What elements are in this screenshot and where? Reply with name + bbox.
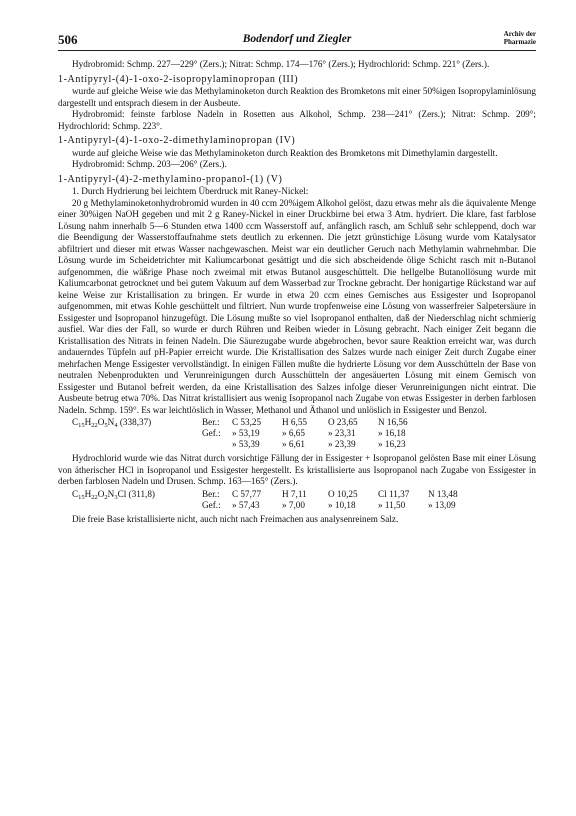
analysis-formula: $C_{15}H_{22}O_5N_4$ (338,37) xyxy=(72,417,152,429)
paragraph: wurde auf gleiche Weise wie das Methylaminoketon durch Reaktion des Bromketons mit einer 50%igen Isopropylaminlösung dargestellt und entsprach diesem in der Ausbeute. xyxy=(58,86,536,108)
final-paragraph: Die freie Base kristallisierte nicht, auch nicht nach Freimachen aus analysenreinem Salz. xyxy=(72,513,399,524)
analysis-cell: » 53,39 xyxy=(232,439,260,449)
analysis-cell: » 53,19 xyxy=(232,428,260,438)
running-title: Bodendorf und Ziegler xyxy=(242,33,352,45)
journal-line-2: Pharmazie xyxy=(503,38,536,46)
analysis-cell: C 57,77 xyxy=(232,488,262,499)
analysis-cell: » 16,23 xyxy=(378,439,406,449)
analysis-cell: » 7,00 xyxy=(282,499,305,510)
intro-paragraph: Hydrobromid: Schmp. 227—229° (Zers.); Nitrat: Schmp. 174—176° (Zers.); Hydrochlorid: Schmp. 221° (Zers.). xyxy=(72,59,490,69)
analysis-cell: N 16,56 xyxy=(378,417,408,427)
analysis-cell: » 6,65 xyxy=(282,428,305,438)
analysis-formula xyxy=(72,428,202,439)
journal-line-1: Archiv der xyxy=(503,30,536,38)
analysis-cell: » 23,39 xyxy=(328,439,356,449)
analysis-cell: Cl 11,37 xyxy=(378,488,410,499)
analysis-formula: $C_{15}H_{22}O_2N_3Cl$ (311,8) xyxy=(72,488,155,501)
method-subheading: 1. Durch Hydrierung bei leichtem Überdruck mit Raney-Nickel: xyxy=(72,186,309,196)
paragraph: Hydrobromid: feinste farblose Nadeln in Rosetten aus Alkohol, Schmp. 238—241° (Zers.); Nitrat: Schmp. 209°; Hydrochlorid: Schmp. 223°. xyxy=(58,109,536,131)
analysis-cell xyxy=(202,439,232,450)
page-header xyxy=(58,30,536,51)
analysis-cell: Gef.: xyxy=(202,499,221,510)
procedure-paragraph: 20 g Methylaminoketonhydrobromid wurden in 40 ccm 20%igem Alkohol gelöst, dazu etwas mehr als die äquivalente Menge einer 30%igen NaOH gegeben und mit 2 g Raney-Nickel in einer Druckbirne bei etwa 3 Atm. hydriert. Die klare, fast farblose Lösung nahm innerhalb 5—6 Stunden etwa 1400 ccm Wasserstoff auf, anfänglich rasch, am Schluß sehr schleppend, doch war die Beendigung der Wasserstoffaufnahme stets deutlich zu erkennen. Die jetzt grünstichige Lösung wurde vom Katalysator abfiltriert und dieser mit etwas Wasser nachgewaschen. Meist war ein deutlicher Geruch nach Methylamin wahrnehmbar. Die Lösung wurde im Scheidetrichter mit Kaliumcarbonat gesättigt und die sich abscheidende ölige Schicht rasch mit n-Butanol aufgenommen, die wäßrige Phase noch zweimal mit etwas Butanol ausgeschüttelt. Die hellgelbe Butanollösung wurde mit Kaliumcarbonat getrocknet und bei gutem Vakuum auf dem Wasserbad zur Trockne gebracht. Der honigartige Rückstand war auf keine Weise zur Kristallisation zu bringen. Er wurde in etwa 20 ccm eines Gemisches aus Essigester und Isopropanol aufgenommen, mit etwas Kohle geschüttelt und filtriert. Nun wurde tropfenweise eine Lösung von wasserfreier Salpetersäure in Essigester und Isopropanol hinzugefügt. Die Lösung mußte so viel Isopropanol enthalten, daß der Niederschlag nicht schmierig ausfiel. War dies der Fall, so wurde er durch Rühren und Reiben wieder in Lösung gebracht. Nach einiger Zeit begann die Kristallisation des Nitrats in feinen Nadeln. Die Säurezugabe wurde abgebrochen, bevor saure Reaktion erreicht war, was durch andauerndes Tüpfeln auf pH-Papier erreicht wurde. Die Kristallisation des Salzes wurde nach einiger Zeit durch Zugabe einer mehrfachen Menge Essigester vervollständigt. In einigen Fällen mußte die hydrierte Lösung vor dem Ausschütteln der Base von neutralen Nebenprodukten und Verunreinigungen durch Ausschütteln der angesäuerten Lösung mit einem Gemisch von Essigester und Butanol befreit werden, da eine Kristallisation des Salzes infolge dieser Verunreinigungen nicht eintrat. Die Ausbeute betrug etwa 70%. Das Nitrat kristallisiert aus wenig Isopropanol nach Zugabe von etwas Essigester in derben farblosen Nadeln. Schmp. 159°. Es war leichtlöslich in Wasser, Methanol und Äthanol und unlöslich in Essigester und Benzol. xyxy=(58,197,536,415)
analysis-cell: O 10,25 xyxy=(328,488,358,499)
page-number: 506 xyxy=(58,32,78,47)
analysis-formula xyxy=(72,500,202,511)
compound-heading-iv: 1-Antipyryl-(4)-1-oxo-2-dimethylaminopropan (IV) xyxy=(58,135,296,146)
elemental-analysis-nitrate xyxy=(72,417,536,450)
paragraph: Hydrobromid: Schmp. 203—206° (Zers.). xyxy=(72,159,227,169)
analysis-cell: » 10,18 xyxy=(328,499,356,510)
analysis-cell: C 53,25 xyxy=(232,417,262,427)
analysis-cell xyxy=(428,439,468,450)
paragraph: wurde auf gleiche Weise wie das Methylaminoketon durch Reaktion des Bromketons mit Dimethylamin dargestellt. xyxy=(72,147,498,158)
analysis-cell: H 7,11 xyxy=(282,488,307,499)
article-body xyxy=(58,59,536,525)
analysis-cell xyxy=(428,428,468,439)
analysis-cell: » 23,31 xyxy=(328,428,356,438)
compound-heading-iii: 1-Antipyryl-(4)-1-oxo-2-isopropylaminopropan (III) xyxy=(58,73,299,85)
analysis-cell: Gef.: xyxy=(202,428,221,438)
analysis-cell xyxy=(428,417,468,428)
journal-name xyxy=(504,30,536,46)
analysis-formula xyxy=(72,439,202,450)
compound-heading-v: 1-Antipyryl-(4)-2-methylamino-propanol-(1) (V) xyxy=(58,173,283,185)
hydrochloride-paragraph: Hydrochlorid wurde wie das Nitrat durch vorsichtige Fällung der in Essigester + Isopropanol gelösten Base mit einer Lösung von ätherischer HCl in Isopropanol und Essigester hergestellt. Es kristallisierte aus Isopropanol nach Zugabe von Essigester in derben farblosen Nadeln und Drusen. Schmp. 163—165° (Zers.). xyxy=(58,453,536,486)
analysis-cell: N 13,48 xyxy=(428,488,458,499)
elemental-analysis-hydrochloride xyxy=(72,489,536,511)
analysis-cell: O 23,65 xyxy=(328,417,358,427)
analysis-cell: » 57,43 xyxy=(232,499,260,510)
analysis-cell: » 13,09 xyxy=(428,499,456,510)
analysis-cell: Ber.: xyxy=(202,488,220,499)
analysis-cell: » 16,18 xyxy=(378,428,406,438)
analysis-cell: » 11,50 xyxy=(378,499,406,510)
analysis-cell: » 6,61 xyxy=(282,439,305,449)
analysis-cell: H 6,55 xyxy=(282,417,308,427)
analysis-cell: Ber.: xyxy=(202,417,220,427)
